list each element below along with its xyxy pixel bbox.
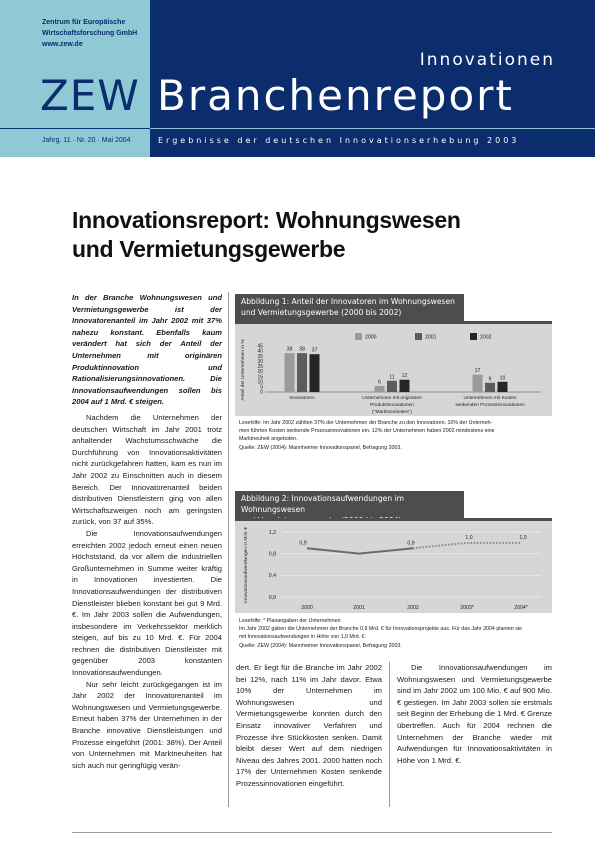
x-tick-label: 2001 xyxy=(353,605,365,611)
note-line: Lesehilfe: * Planangaben der Unternehmen xyxy=(239,618,341,624)
y-tick-label: 1,2 xyxy=(268,529,276,536)
header-divider xyxy=(150,128,595,129)
title-line: Innovationsreport: Wohnungswesen xyxy=(72,207,461,233)
legend-swatch xyxy=(415,333,422,340)
publication-kicker: Innovationen xyxy=(419,50,555,70)
data-label: 37 xyxy=(311,347,318,354)
y-tick-label: 0 xyxy=(260,389,263,396)
category-label: Innovatoren xyxy=(289,396,315,401)
bar xyxy=(387,381,397,392)
data-label: 1,0 xyxy=(519,534,527,541)
figure-title-line: Abbildung 2: Innovationsaufwendungen im Wohnungswesen xyxy=(241,494,405,514)
article-lead: In der Branche Wohnungswesen und Vermietungsgewerbe ist der Innovatorenanteil im Jahr 2002 mit 37% nahezu konstant. Ebenfalls kaum verändert hat sich der Anteil der Unternehmen mit originären Produktinnovation und Rationalisierungsinnovationen. Die Innovationsaufwendungen sollen bis 2004 auf 1 Mrd. € steigen. xyxy=(72,293,222,407)
y-axis-label: Anteil der Unternehmen in % xyxy=(241,339,246,401)
figure1-panel xyxy=(235,321,552,416)
figure2-panel xyxy=(235,518,552,613)
data-label: 0,9 xyxy=(299,540,307,547)
data-label: 38 xyxy=(286,346,293,353)
data-label: 10 xyxy=(499,375,506,382)
series-line-planned xyxy=(413,543,521,548)
publication-subtitle: Ergebnisse der deutschen Innovationserhebung 2003 xyxy=(158,136,520,145)
y-tick-label: 20 xyxy=(257,369,263,376)
bar xyxy=(375,386,385,392)
legend-swatch xyxy=(355,333,362,340)
figure-title-line: und Vermietungsgewerbe (2000 bis 2002) xyxy=(241,308,402,317)
y-tick-label: 0,0 xyxy=(268,594,276,601)
bar xyxy=(400,380,410,392)
data-label: 17 xyxy=(474,368,481,375)
y-tick-label: 10 xyxy=(257,379,263,386)
bar xyxy=(485,383,495,392)
y-tick-label: 35 xyxy=(257,353,263,360)
category-label: Unternehmen mit Kosten xyxy=(463,396,517,401)
y-tick-label: 5 xyxy=(260,384,263,391)
article-column-1 xyxy=(72,412,222,771)
line-chart xyxy=(235,521,552,613)
y-tick-label: 30 xyxy=(257,358,263,365)
org-line: Zentrum für Europäische xyxy=(42,19,126,26)
y-tick-label: 15 xyxy=(257,374,263,381)
column-divider xyxy=(228,292,229,807)
y-tick-label: 0,4 xyxy=(268,573,276,580)
category-label: senkenden Prozessinnovationen xyxy=(455,403,525,408)
bar xyxy=(498,382,508,392)
legend-label: 2000 xyxy=(365,334,377,341)
figure2-note xyxy=(239,617,551,650)
paragraph: Die Innovationsaufwendungen im Wohnungswesen und Vermietungsgewerbe sind im Jahr 2002 um 100 Mio. € auf 900 Mio. € gestiegen. Im Jahr 2003 sollen sie erstmals seit Beginn der Erhebung die 1 Mrd. € Grenze übertreffen. Auch für 2004 rechnen die Unternehmen der Branche wieder mit Aufwendungen für Innovationsaktivitäten in Höhe von 1 Mrd. €. xyxy=(397,663,552,765)
data-label: 9 xyxy=(488,376,492,383)
x-tick-label: 2003* xyxy=(460,605,474,611)
bar xyxy=(473,375,483,392)
note-source: Quelle: ZEW (2004): Mannheimer Innovationspanel, Befragung 2003. xyxy=(239,642,402,649)
y-tick-label: 45 xyxy=(257,343,263,350)
data-label: 38 xyxy=(299,346,305,353)
legend-label: 2002 xyxy=(480,334,492,341)
bar xyxy=(310,354,320,392)
note-line: Im Jahr 2002 gaben die Unternehmen der Branche 0,9 Mrd. € für Innovationsprojekte aus. Für das Jahr 2004 planten sie xyxy=(239,626,522,633)
legend-swatch xyxy=(470,333,477,340)
data-label: 6 xyxy=(378,379,381,386)
note-line: Lesehilfe: Im Jahr 2002 zählten 37% der Unternehmen der Branche zu den Innovatoren. 10% der Unterneh- xyxy=(239,420,493,426)
org-line: Wirtschaftsforschung GmbH xyxy=(42,30,138,37)
figure-title-line: Abbildung 1: Anteil der Innovatoren im Wohnungswesen xyxy=(241,297,455,306)
y-axis-label: Innovationsaufwendungen in Mrd. € xyxy=(244,526,249,604)
data-label: 11 xyxy=(389,374,395,381)
column-divider xyxy=(389,662,390,807)
bar xyxy=(297,353,307,392)
note-line: mit Innovationsaufwendungen in Höhe von 1,0 Mrd. €. xyxy=(239,634,366,641)
article-column-3 xyxy=(397,662,552,766)
note-source: Quelle: ZEW (2004): Mannheimer Innovationspanel, Befragung 2003. xyxy=(239,444,402,451)
category-label: Unternehmen mit originären xyxy=(362,396,422,401)
paragraph: dert. Er liegt für die Branche im Jahr 2002 bei 12%, nach 11% im Jahr davor. Etwa 10% der Unternehmen im Wohnungswesen und Vermietungsgewerbe konnten durch den Einsatz innovativer Verfahren und Prozesse ihre Stückkosten senken. Damit bleibt dieser Wert auf dem niedrigen Niveau des Jahres 2001. 2000 hatten noch 17% der Unternehmen Kosten senkende Prozessinnovationen eingeführt. xyxy=(236,663,382,788)
zew-logo: ZEW xyxy=(40,71,140,120)
legend-label: 2001 xyxy=(425,334,437,341)
bottom-rule xyxy=(72,832,552,833)
note-line: men führten Kosten senkende Prozessinnovationen ein. 12% der Unternehmen haben 2002 mindestens eine xyxy=(239,428,495,435)
category-label: ("Marktneuheiten") xyxy=(372,410,412,415)
organization-name xyxy=(42,17,137,50)
paragraph: Nur sehr leicht zurückgegangen ist im Jahr 2002 der Innovatorenanteil im Wohnungswesen und Vermietungsgewerbe. Erneut haben 37% der Unternehmen in der Branche innovative Dienstleistungen und Prozesse eingeführt (2001: 38%). Der Anteil von Unternehmen mit Marktneuheiten hat sich auch nur geringfügig verän- xyxy=(72,679,222,770)
x-tick-label: 2002 xyxy=(407,605,419,611)
publication-title: Branchenreport xyxy=(157,71,514,120)
header-divider xyxy=(0,128,150,129)
series-line xyxy=(307,548,413,553)
paragraph: Nachdem die Unternehmen der deutschen Wirtschaft im Jahr 2001 trotz anhaltender Wachstumsschwäche die Durchführung von Innovationsaktivitäten nicht zurückgefahren hatten, kam es nun im Jahr 2002 zu Einschnitten auch in diesem Bereich. Der Innovatorenanteil beiden distributiven Dienstleistern ging von allen Wirtschaftszweigen noch am geringsten zurück, von 37 auf 35%. xyxy=(72,413,222,527)
x-tick-label: 2004* xyxy=(514,605,528,611)
data-label: 12 xyxy=(401,373,408,380)
bar-chart xyxy=(235,324,552,416)
y-tick-label: 0,8 xyxy=(268,551,276,558)
org-url: www.zew.de xyxy=(42,41,83,48)
data-label: 1,0 xyxy=(465,534,473,541)
y-tick-label: 40 xyxy=(257,348,263,355)
title-line: und Vermietungsgewerbe xyxy=(72,236,346,262)
paragraph: Die Innovationsaufwendungen erreichten 2002 jedoch erneut einen neuen Höchststand, da vor allem die industriellen Großunternehmen in Summe weiter kräftig in Innovationen investierten. Die Innovationsaufwendungen der distributiven Dienstleister blieben konstant bei gut 9 Mrd. €. Im Jahr 2003 sollen die Aufwendungen, insbesondere im Verkehrssektor merklich steigen, auf bis zu 10 Mrd. €. Für 2004 rechnen die distributiven Dienstleister mit gegenüber 2003 konstanten Innovationsaufwendungen. xyxy=(72,528,222,678)
y-tick-label: 25 xyxy=(257,364,263,371)
bar xyxy=(285,353,295,392)
issue-info: Jahrg. 11 · Nr. 20 · Mai 2004 xyxy=(42,137,131,144)
article-title xyxy=(72,206,552,264)
x-tick-label: 2000 xyxy=(301,605,313,611)
figure1-title xyxy=(235,294,464,321)
figure1-note xyxy=(239,419,551,452)
note-line: Marktneuheit angeboten. xyxy=(239,436,298,443)
data-label: 0,9 xyxy=(407,540,415,547)
article-column-2 xyxy=(236,662,382,790)
category-label: Produktinnovationen xyxy=(370,403,414,408)
